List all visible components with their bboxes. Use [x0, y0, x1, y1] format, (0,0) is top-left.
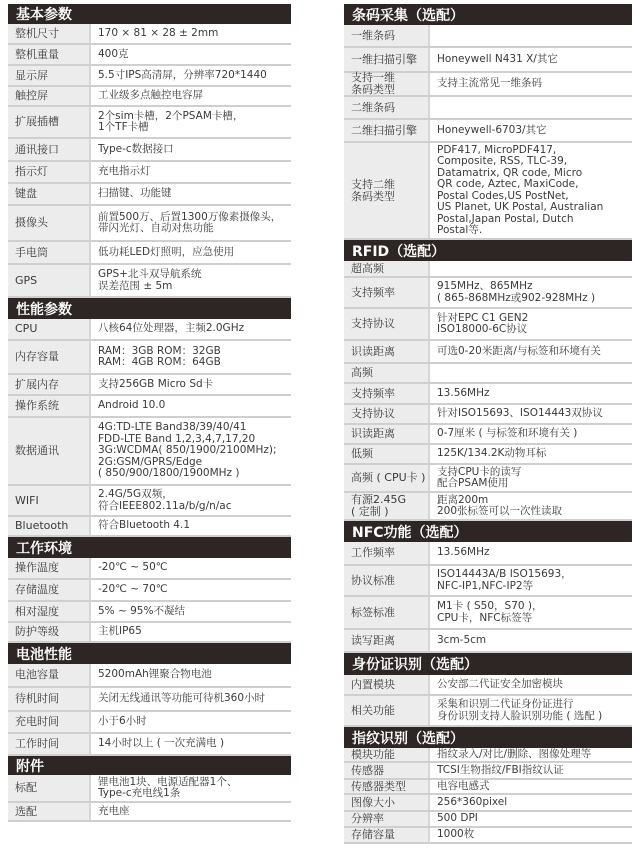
- spec-label: 摄像头: [8, 206, 91, 240]
- spec-value: 4G:TD-LTE Band38/39/40/41 FDD-LTE Band 1,2,3,4,7,17,20 3G:WCDMA( 850/1900/2100MHz); 2G:GSM/GPRS/Edge ( 850/900/1800/1900MHz ): [98, 421, 277, 480]
- section-header: RFID（选配）: [344, 240, 632, 261]
- spec-label: 协议标准: [344, 566, 430, 595]
- spec-label: 分辨率: [344, 812, 430, 826]
- spec-label: 键盘: [8, 184, 91, 204]
- spec-value: 针对ISO15693、ISO14443双协议: [437, 407, 603, 420]
- spec-value: 13.56MHz: [437, 386, 490, 399]
- spec-label: 手电筒: [8, 242, 91, 263]
- spec-value: [430, 25, 437, 46]
- spec-value: ISO14443A/B ISO15693， NFC-IP1,NFC-IP2等: [437, 568, 572, 592]
- spec-row: [8, 734, 291, 756]
- spec-value: Honeywell-6703/其它: [437, 123, 547, 136]
- spec-value: 3cm-5cm: [437, 633, 487, 646]
- spec-label: 操作系统: [8, 396, 91, 416]
- spec-row: [8, 664, 291, 688]
- section-header: 指纹识别（选配）: [344, 727, 632, 748]
- spec-value: GPS+北斗双导航系统 误差范围 ± 5m: [98, 268, 202, 292]
- spec-value: 915MHz、865MHz ( 865-868MHz或902-928MHz ): [437, 280, 596, 304]
- spec-label: 扩展内存: [8, 375, 91, 394]
- spec-row: [344, 48, 632, 73]
- spec-label: 支持频率: [344, 278, 430, 307]
- spec-row: [344, 675, 632, 696]
- section-header: NFC功能（选配）: [344, 521, 632, 542]
- spec-row: [8, 775, 291, 803]
- spec-value: 低功耗LED灯照明，应急使用: [98, 245, 235, 258]
- spec-label: 相对湿度: [8, 602, 91, 621]
- spec-label: 数据通讯: [8, 418, 91, 484]
- spec-label: 指示灯: [8, 162, 91, 182]
- spec-row: [8, 206, 291, 242]
- spec-row: [8, 803, 291, 822]
- spec-value: 距离200m 200张标签可以一次性读取: [437, 493, 563, 517]
- spec-label: 支持二维 条码类型: [344, 143, 430, 238]
- spec-row: [8, 396, 291, 418]
- spec-value: PDF417, MicroPDF417, Composite, RSS, TLC-39, Datamatrix, QR code, Micro QR code, Aztec, MaxiCode, Postal Codes,US PostNet, US Planet, UK Postal, Australian Postal,Japan Postal, Dutch Postal等.: [437, 143, 604, 236]
- spec-value: 前置500万、后置1300万像素摄像头， 带闪光灯、自动对焦功能: [98, 210, 282, 234]
- spec-label: 内置模块: [344, 675, 430, 694]
- spec-row: [344, 780, 632, 795]
- spec-label: 存储温度: [8, 580, 91, 600]
- spec-label: 高频: [344, 364, 430, 382]
- section-header: 工作环境: [8, 537, 291, 558]
- section-header: 基本参数: [8, 4, 291, 24]
- spec-label: 图像大小: [344, 795, 430, 810]
- spec-value: 170 × 81 × 28 ± 2mm: [98, 26, 219, 39]
- spec-value: 256*360pixel: [437, 795, 508, 808]
- spec-label: 标配: [8, 775, 91, 801]
- spec-row: [8, 517, 291, 537]
- spec-value: RAM：3GB ROM：32GB RAM：4GB ROM：64GB: [98, 344, 221, 368]
- spec-value: 工业级多点触控电容屏: [98, 89, 203, 102]
- spec-label: 通讯接口: [8, 139, 91, 160]
- spec-value: 针对EPC C1 GEN2 ISO18000-6C协议: [437, 311, 529, 335]
- spec-label: 支持一维 条码类型: [344, 73, 430, 95]
- spec-value: 1000枚: [437, 828, 475, 841]
- spec-row: [344, 425, 632, 445]
- spec-label: 标签标准: [344, 597, 430, 628]
- spec-row: [8, 87, 291, 107]
- spec-value: 支持CPU卡的读写 配合PSAM使用: [437, 465, 522, 489]
- spec-label: 高频 ( CPU卡 ): [344, 465, 430, 491]
- spec-row: [344, 143, 632, 240]
- spec-row: [8, 486, 291, 517]
- section-header: 附件: [8, 756, 291, 775]
- spec-label: 模块功能: [344, 748, 430, 761]
- spec-row: [344, 384, 632, 405]
- spec-row: [344, 566, 632, 597]
- spec-label: 一维扫描引擎: [344, 48, 430, 71]
- spec-value: 电容电感式: [437, 779, 490, 792]
- spec-value: 支持主流常见一维条码: [437, 77, 542, 90]
- spec-value: TCSI生物指纹/FBI指纹认证: [437, 763, 564, 776]
- spec-row: [8, 558, 291, 580]
- spec-label: 整机重量: [8, 45, 91, 64]
- spec-row: [344, 120, 632, 143]
- spec-row: [344, 445, 632, 465]
- spec-row: [344, 748, 632, 763]
- spec-label: 操作温度: [8, 558, 91, 578]
- spec-value: 5200mAh锂聚合物电池: [98, 668, 212, 681]
- spec-label: 识读距离: [344, 425, 430, 443]
- section-header: 条码采集（选配）: [344, 4, 632, 25]
- spec-label: 工作频率: [344, 542, 430, 564]
- spec-value: 400克: [98, 47, 129, 60]
- spec-label: 读写距离: [344, 630, 430, 651]
- spec-row: [8, 242, 291, 265]
- spec-row: [344, 364, 632, 384]
- spec-label: 待机时间: [8, 688, 91, 710]
- spec-label: 有源2.45G ( 定制 ): [344, 493, 430, 519]
- spec-row: [344, 763, 632, 780]
- spec-value: [430, 364, 437, 382]
- spec-row: [344, 25, 632, 48]
- spec-row: [8, 623, 291, 643]
- spec-label: 传感器类型: [344, 780, 430, 793]
- spec-label: 传感器: [344, 763, 430, 778]
- spec-row: [344, 812, 632, 828]
- spec-value: 5% ~ 95%不凝结: [98, 604, 185, 617]
- section-header: 身份证识别（选配）: [344, 653, 632, 675]
- spec-value: [430, 261, 437, 276]
- spec-label: 工作时间: [8, 734, 91, 754]
- spec-row: [344, 630, 632, 653]
- spec-value: 关闭无线通讯等功能可待机360小时: [98, 692, 266, 705]
- spec-label: 选配: [8, 803, 91, 820]
- spec-row: [8, 139, 291, 162]
- spec-value: 锂电池1块、电源适配器1个、 Type-c充电线1条: [98, 775, 238, 799]
- spec-label: 电池容量: [8, 664, 91, 686]
- spec-label: 支持频率: [344, 384, 430, 403]
- spec-value: Android 10.0: [98, 399, 166, 412]
- spec-value: 125K/134.2K动物耳标: [437, 447, 547, 460]
- spec-row: [8, 319, 291, 341]
- spec-row: [8, 265, 291, 298]
- section-header: 电池性能: [8, 643, 291, 664]
- spec-row: [344, 493, 632, 521]
- spec-label: 支持协议: [344, 405, 430, 423]
- left-spec-column: [8, 4, 291, 822]
- spec-row: [344, 309, 632, 341]
- spec-value: 5.5寸IPS高清屏，分辨率720*1440: [98, 68, 267, 81]
- spec-value: 小于6小时: [98, 715, 147, 728]
- spec-label: Bluetooth: [8, 517, 91, 535]
- spec-row: [344, 405, 632, 425]
- spec-label: 扩展插槽: [8, 107, 91, 137]
- spec-value: 充电指示灯: [98, 165, 151, 178]
- spec-value: 可选0-20米距离/与标签和环境有关: [437, 344, 601, 357]
- spec-row: [8, 45, 291, 66]
- spec-value: 符合Bluetooth 4.1: [98, 519, 191, 532]
- spec-value: 支持256GB Micro Sd卡: [98, 377, 214, 390]
- spec-label: CPU: [8, 319, 91, 339]
- spec-label: GPS: [8, 265, 91, 296]
- spec-label: 超高频: [344, 261, 430, 276]
- spec-row: [344, 278, 632, 309]
- spec-row: [8, 107, 291, 139]
- spec-label: 支持协议: [344, 309, 430, 339]
- spec-row: [8, 24, 291, 45]
- spec-row: [8, 184, 291, 206]
- spec-value: 2.4G/5G双频， 符合IEEE802.11a/b/g/n/ac: [98, 488, 232, 512]
- spec-row: [8, 712, 291, 734]
- spec-value: -20℃ ~ 50℃: [98, 561, 168, 574]
- spec-row: [344, 341, 632, 364]
- spec-row: [8, 341, 291, 375]
- spec-label: 一维条码: [344, 25, 430, 46]
- spec-row: [344, 795, 632, 812]
- spec-value: 指纹录入/对比/删除、图像处理等: [437, 747, 592, 760]
- spec-value: -20℃ ~ 70℃: [98, 583, 168, 596]
- spec-row: [344, 73, 632, 97]
- spec-value: 2个sim卡槽，2个PSAM卡槽， 1个TF卡槽: [98, 109, 244, 133]
- spec-row: [8, 66, 291, 87]
- spec-value: 公安部二代证安全加密模块: [437, 677, 563, 690]
- spec-label: 充电时间: [8, 712, 91, 732]
- spec-row: [8, 375, 291, 396]
- spec-value: 13.56MHz: [437, 546, 490, 559]
- spec-value: 充电座: [98, 804, 130, 817]
- spec-row: [344, 261, 632, 278]
- spec-label: 相关功能: [344, 696, 430, 725]
- right-spec-column: [344, 4, 632, 844]
- spec-value: M1卡 ( S50，S70 )， CPU卡，NFC标签等: [437, 600, 543, 624]
- spec-label: 触控屏: [8, 87, 91, 105]
- spec-label: 二维扫描引擎: [344, 120, 430, 141]
- spec-label: 存储容量: [344, 828, 430, 842]
- spec-value: 八核64位处理器，主频2.0GHz: [98, 322, 245, 335]
- spec-value: 0-7厘米 ( 与标签和环境有关 ): [437, 427, 578, 440]
- spec-label: 整机尺寸: [8, 24, 91, 43]
- spec-label: 低频: [344, 445, 430, 463]
- spec-row: [344, 597, 632, 630]
- spec-label: 识读距离: [344, 341, 430, 362]
- spec-label: 显示屏: [8, 66, 91, 85]
- spec-value: 14小时以上 ( 一次充满电 ): [98, 737, 225, 750]
- spec-value: 主机IP65: [98, 625, 142, 638]
- spec-row: [344, 696, 632, 727]
- spec-row: [8, 602, 291, 623]
- spec-value: Type-c数据接口: [98, 142, 174, 155]
- spec-value: 采集和识别二代证身份证进行 身份识别支持人脸识别功能 ( 选配 ): [437, 698, 603, 722]
- spec-value: Honeywell N431 X/其它: [437, 52, 558, 65]
- spec-row: [344, 828, 632, 844]
- spec-label: 防护等级: [8, 623, 91, 641]
- spec-row: [8, 162, 291, 184]
- spec-value: 500 DPI: [437, 812, 478, 825]
- spec-label: 内存容量: [8, 341, 91, 373]
- spec-row: [344, 97, 632, 120]
- spec-row: [8, 688, 291, 712]
- spec-label: 二维条码: [344, 97, 430, 118]
- spec-row: [8, 580, 291, 602]
- spec-row: [344, 542, 632, 566]
- spec-value: 扫描键、功能键: [98, 187, 172, 200]
- spec-row: [344, 465, 632, 493]
- spec-value: [430, 97, 437, 118]
- spec-label: WIFI: [8, 486, 91, 515]
- spec-row: [8, 418, 291, 486]
- section-header: 性能参数: [8, 298, 291, 319]
